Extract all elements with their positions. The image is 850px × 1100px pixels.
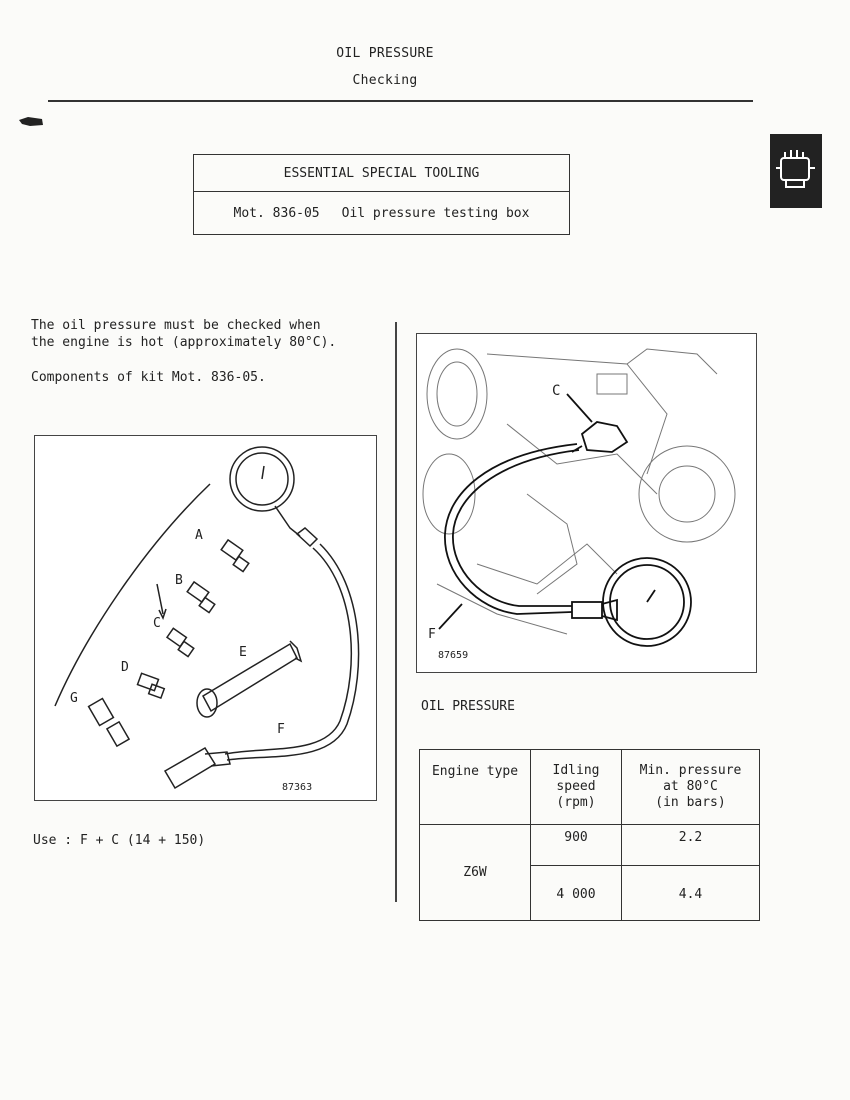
- photo-label-f: F: [428, 627, 436, 642]
- tooling-heading: ESSENTIAL SPECIAL TOOLING: [194, 155, 569, 192]
- figure-ref: 87363: [282, 782, 313, 793]
- intro-line-1: The oil pressure must be checked when: [31, 318, 321, 333]
- tool-name: Oil pressure testing box: [341, 205, 530, 221]
- speed-cell: 4 000: [531, 866, 622, 921]
- corner-mark: [18, 115, 44, 127]
- label-a: A: [195, 528, 203, 543]
- label-g: G: [70, 691, 78, 706]
- pressure-cell: 4.4: [622, 866, 760, 921]
- label-b: B: [175, 573, 183, 588]
- column-divider: [395, 322, 397, 902]
- usage-note: Use : F + C (14 + 150): [33, 833, 206, 848]
- header-idling-speed: Idling speed (rpm): [531, 750, 622, 825]
- kit-components-figure: [34, 435, 377, 801]
- pressure-title: OIL PRESSURE: [421, 699, 515, 714]
- photo-label-c: C: [552, 383, 561, 399]
- header-engine-type: Engine type: [420, 750, 531, 825]
- header-rule: [48, 100, 753, 102]
- photo-ref: 87659: [438, 650, 469, 661]
- label-e: E: [239, 645, 247, 660]
- pressure-cell: 2.2: [622, 825, 760, 866]
- engine-cell: Z6W: [420, 825, 531, 921]
- label-d: D: [121, 660, 129, 675]
- speed-cell: 900: [531, 825, 622, 866]
- engine-photo-figure: [416, 333, 757, 673]
- essential-tooling-box: [193, 154, 570, 235]
- page-title: OIL PRESSURE: [336, 46, 434, 61]
- header-min-pressure: Min. pressure at 80°C (in bars): [622, 750, 760, 825]
- page-subtitle: Checking: [352, 73, 418, 88]
- label-c: C: [153, 616, 161, 631]
- intro-line-2: the engine is hot (approximately 80°C).: [31, 335, 337, 350]
- label-f: F: [277, 722, 285, 737]
- oil-pressure-table: [419, 749, 760, 921]
- components-caption: Components of kit Mot. 836-05.: [31, 370, 266, 385]
- tool-code: Mot. 836-05: [233, 205, 320, 221]
- section-tab: [770, 134, 822, 208]
- engine-icon: [770, 134, 822, 208]
